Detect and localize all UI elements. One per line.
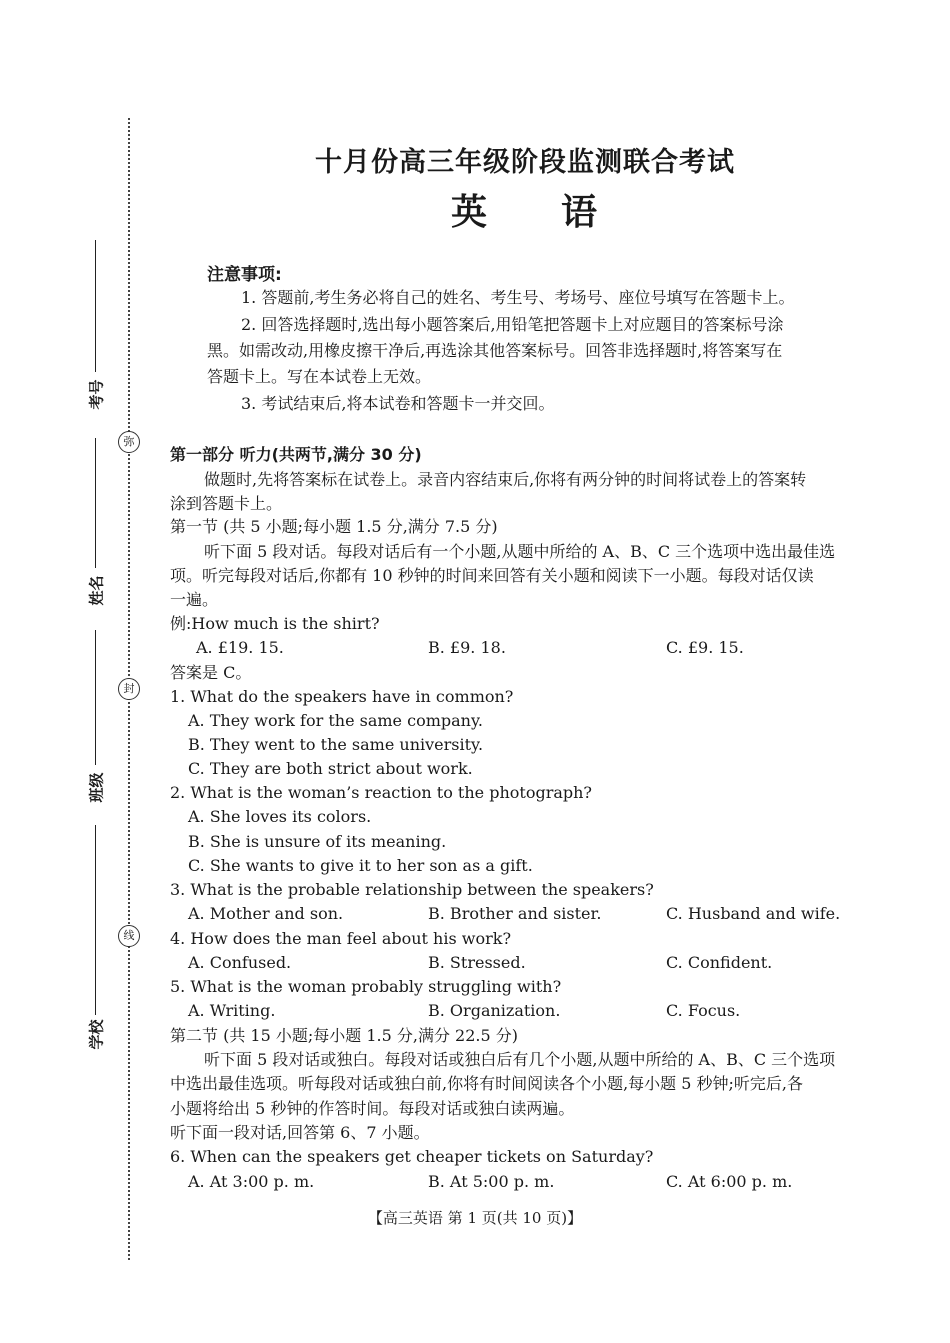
school-line [95, 825, 96, 1015]
question-4: 4. How does the man feel about his work? [170, 929, 512, 948]
school-label: 学校 [87, 1019, 106, 1050]
q6-option-c: C. At 6:00 p. m. [666, 1172, 793, 1191]
q1-option-a: A. They work for the same company. [188, 711, 483, 730]
q5-option-b: B. Organization. [428, 1001, 561, 1020]
q2-option-b: B. She is unsure of its meaning. [188, 832, 447, 851]
q3-option-a: A. Mother and son. [188, 904, 344, 923]
question-5: 5. What is the woman probably struggling with? [170, 977, 562, 996]
subject-char-2: 语 [561, 192, 600, 233]
name-label: 姓名 [87, 575, 106, 606]
notes-line: 答题卡上。写在本试卷上无效。 [207, 367, 432, 386]
notes-line: 3. 考试结束后,将本试卷和答题卡一并交回。 [241, 394, 555, 413]
q4-option-c: C. Confident. [666, 953, 773, 972]
exam-number-label: 考号 [87, 379, 106, 410]
q6-option-a: A. At 3:00 p. m. [188, 1172, 315, 1191]
subject-title [0, 184, 950, 235]
seal-mark-mi: 弥 [118, 431, 140, 453]
part1-intro-line: 涂到答题卡上。 [170, 494, 283, 513]
q1-option-c: C. They are both strict about work. [188, 759, 473, 778]
class-line [95, 630, 96, 765]
q4-option-a: A. Confused. [188, 953, 292, 972]
seal-mark-xian: 线 [118, 925, 140, 947]
section2-intro-line: 听下面 5 段对话或独白。每段对话或独白后有几个小题,从题中所给的 A、B、C 三个选项 [204, 1050, 836, 1069]
question-2: 2. What is the woman’s reaction to the photograph? [170, 783, 593, 802]
notes-heading: 注意事项: [207, 265, 282, 285]
example-option-c: C. £9. 15. [666, 638, 744, 657]
section1-intro-line: 听下面 5 段对话。每段对话后有一个小题,从题中所给的 A、B、C 三个选项中选出最佳选 [204, 542, 836, 561]
q3-option-b: B. Brother and sister. [428, 904, 602, 923]
section1-heading: 第一节 (共 5 小题;每小题 1.5 分,满分 7.5 分) [170, 517, 498, 536]
name-line [95, 438, 96, 568]
q4-option-b: B. Stressed. [428, 953, 526, 972]
notes-line: 2. 回答选择题时,选出每小题答案后,用铅笔把答题卡上对应题目的答案标号涂 [241, 315, 784, 334]
part1-heading: 第一部分 听力(共两节,满分 30 分) [170, 445, 422, 464]
part1-intro-line: 做题时,先将答案标在试卷上。录音内容结束后,你将有两分钟的时间将试卷上的答案转 [204, 470, 807, 489]
section1-intro-line: 一遍。 [170, 590, 219, 609]
q5-option-c: C. Focus. [666, 1001, 741, 1020]
q6-option-b: B. At 5:00 p. m. [428, 1172, 555, 1191]
q2-option-a: A. She loves its colors. [188, 807, 372, 826]
subject-char-1: 英 [450, 192, 489, 233]
exam-number-line [95, 240, 96, 372]
section2-intro-line: 小题将给出 5 秒钟的作答时间。每段对话或独白读两遍。 [170, 1099, 575, 1118]
question-3: 3. What is the probable relationship between the speakers? [170, 880, 654, 899]
example-answer: 答案是 C。 [170, 663, 252, 682]
section2-intro-line: 中选出最佳选项。听每段对话或独白前,你将有时间阅读各个小题,每小题 5 秒钟;听完后,各 [170, 1074, 804, 1093]
exam-title: 十月份高三年级阶段监测联合考试 [315, 147, 735, 178]
question-6: 6. When can the speakers get cheaper tickets on Saturday? [170, 1147, 654, 1166]
example-option-a: A. £19. 15. [196, 638, 284, 657]
q1-option-b: B. They went to the same university. [188, 735, 484, 754]
notes-line: 黑。如需改动,用橡皮擦干净后,再选涂其他答案标号。回答非选择题时,将答案写在 [207, 341, 783, 360]
example-option-b: B. £9. 18. [428, 638, 506, 657]
question-1: 1. What do the speakers have in common? [170, 687, 514, 706]
page-footer: 【高三英语 第 1 页(共 10 页)】 [367, 1209, 583, 1227]
q2-option-c: C. She wants to give it to her son as a gift. [188, 856, 533, 875]
section2-heading: 第二节 (共 15 小题;每小题 1.5 分,满分 22.5 分) [170, 1026, 518, 1045]
notes-line: 1. 答题前,考生务必将自己的姓名、考生号、考场号、座位号填写在答题卡上。 [241, 288, 795, 307]
dialog-intro: 听下面一段对话,回答第 6、7 小题。 [170, 1123, 430, 1142]
example-question: 例:How much is the shirt? [170, 614, 380, 633]
q5-option-a: A. Writing. [188, 1001, 276, 1020]
seal-mark-feng: 封 [118, 678, 140, 700]
q3-option-c: C. Husband and wife. [666, 904, 841, 923]
section1-intro-line: 项。听完每段对话后,你都有 10 秒钟的时间来回答有关小题和阅读下一小题。每段对话仅读 [170, 566, 814, 585]
class-label: 班级 [87, 772, 106, 803]
